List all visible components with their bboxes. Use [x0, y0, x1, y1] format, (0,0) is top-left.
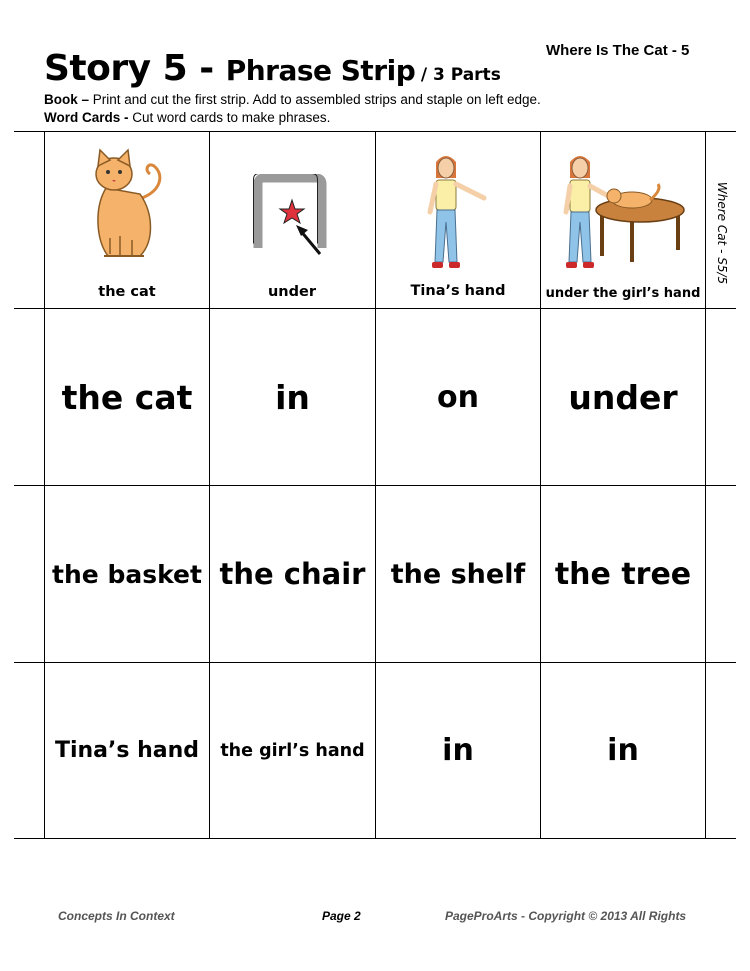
- footer-copyright: PageProArts - Copyright © 2013 All Rights: [445, 909, 687, 923]
- story-title: Story 5 -: [44, 48, 226, 89]
- picture-caption: under: [267, 284, 316, 300]
- girl-pointing-icon: [422, 152, 492, 274]
- word-card: the girl’s hand: [220, 740, 365, 761]
- book-text: Print and cut the first strip. Add to assembled strips and staple on left edge.: [92, 92, 541, 107]
- page-title: [44, 48, 501, 89]
- word-card: the chair: [219, 557, 366, 591]
- word-card: the basket: [52, 559, 202, 589]
- word-card: Tina’s hand: [54, 738, 200, 763]
- word-card: in: [442, 733, 474, 768]
- word-card: under: [568, 377, 678, 417]
- girl-petting-cat-on-table-icon: [562, 150, 686, 274]
- word-card: the cat: [61, 377, 193, 417]
- parts-label: / 3 Parts: [420, 65, 501, 85]
- word-card: in: [275, 377, 310, 417]
- under-concept-icon: [252, 174, 332, 258]
- book-instruction: [44, 92, 541, 107]
- picture-caption: under the girl’s hand: [545, 286, 701, 301]
- cards-instruction: [44, 110, 330, 125]
- side-label: Where Cat - S5/5: [715, 181, 729, 284]
- word-card: in: [607, 733, 639, 768]
- word-card: the shelf: [390, 558, 526, 590]
- cat-icon: [84, 148, 168, 272]
- word-card: on: [437, 379, 479, 415]
- book-label: Book –: [44, 92, 93, 107]
- picture-caption: the cat: [98, 284, 156, 300]
- series-label: Where Is The Cat - 5: [546, 42, 690, 59]
- strip-title: Phrase Strip: [225, 54, 416, 87]
- grid-line: [705, 131, 706, 839]
- footer-left: Concepts In Context: [58, 909, 175, 923]
- cards-label: Word Cards -: [44, 110, 133, 125]
- word-card: the tree: [554, 556, 692, 592]
- page-number: Page 2: [322, 909, 361, 923]
- cards-text: Cut word cards to make phrases.: [132, 110, 331, 125]
- picture-caption: Tina’s hand: [410, 283, 506, 299]
